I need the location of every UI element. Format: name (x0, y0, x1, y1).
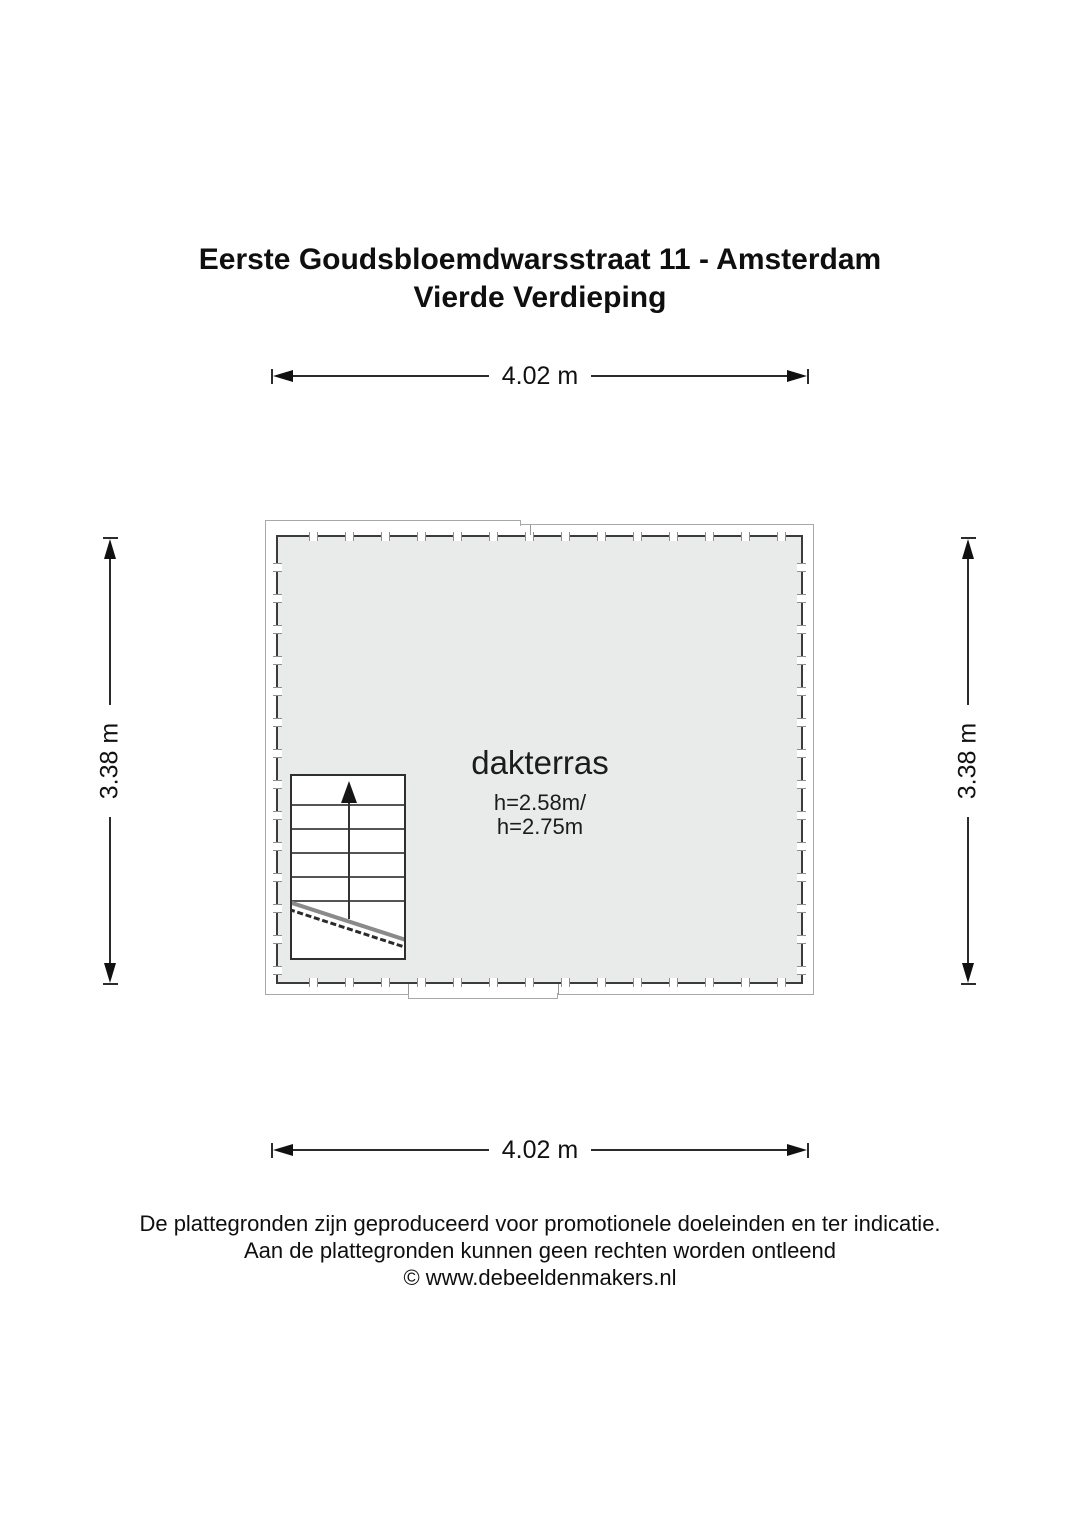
parapet-joint (408, 984, 409, 994)
railing-bottom (282, 978, 797, 987)
dimension-bottom-label: 4.02 m (501, 1135, 579, 1164)
title-address: Eerste Goudsbloemdwarsstraat 11 - Amsterdam (198, 243, 882, 276)
page-title (0, 241, 1080, 317)
room-height-2: h=2.75m (496, 814, 584, 839)
arrow-right-icon (787, 370, 807, 382)
dim-line (967, 559, 969, 705)
dim-line (109, 559, 111, 705)
disclaimer-line1: De plattegronden zijn geproduceerd voor promotionele doeleinden en ter indicatie. (139, 1211, 941, 1236)
arrow-right-icon (787, 1144, 807, 1156)
parapet-joint (530, 525, 531, 535)
disclaimer-credit: © www.debeeldenmakers.nl (403, 1265, 677, 1290)
arrow-down-icon (962, 963, 974, 983)
dimension-left-text: 3.38 m (95, 722, 124, 800)
dim-line (591, 375, 787, 377)
dimension-right-text: 3.38 m (953, 722, 982, 800)
room-heights (0, 791, 1080, 839)
dim-end-tick (807, 1143, 809, 1158)
dimension-top (271, 362, 809, 390)
arrow-left-icon (273, 1144, 293, 1156)
railing-top (282, 532, 797, 541)
dim-line (293, 1149, 489, 1151)
disclaimer-line2: Aan de plattegronden kunnen geen rechten worden ontleend (243, 1238, 837, 1263)
parapet-step-bottom (408, 993, 558, 999)
parapet-joint (558, 984, 559, 994)
disclaimer (0, 1210, 1080, 1291)
room-height-1: h=2.58m/ (493, 790, 587, 815)
arrow-left-icon (273, 370, 293, 382)
dim-end-tick (103, 983, 118, 985)
dim-line (591, 1149, 787, 1151)
room-label: dakterras (471, 744, 609, 781)
dim-end-tick (807, 369, 809, 384)
dim-end-tick (961, 983, 976, 985)
arrow-down-icon (104, 963, 116, 983)
arrow-up-icon (962, 539, 974, 559)
arrow-up-icon (104, 539, 116, 559)
dimension-bottom (271, 1136, 809, 1164)
dim-line (293, 375, 489, 377)
title-floor: Vierde Verdieping (413, 281, 667, 314)
parapet-step-top (265, 520, 521, 526)
dimension-top-label: 4.02 m (501, 361, 579, 390)
